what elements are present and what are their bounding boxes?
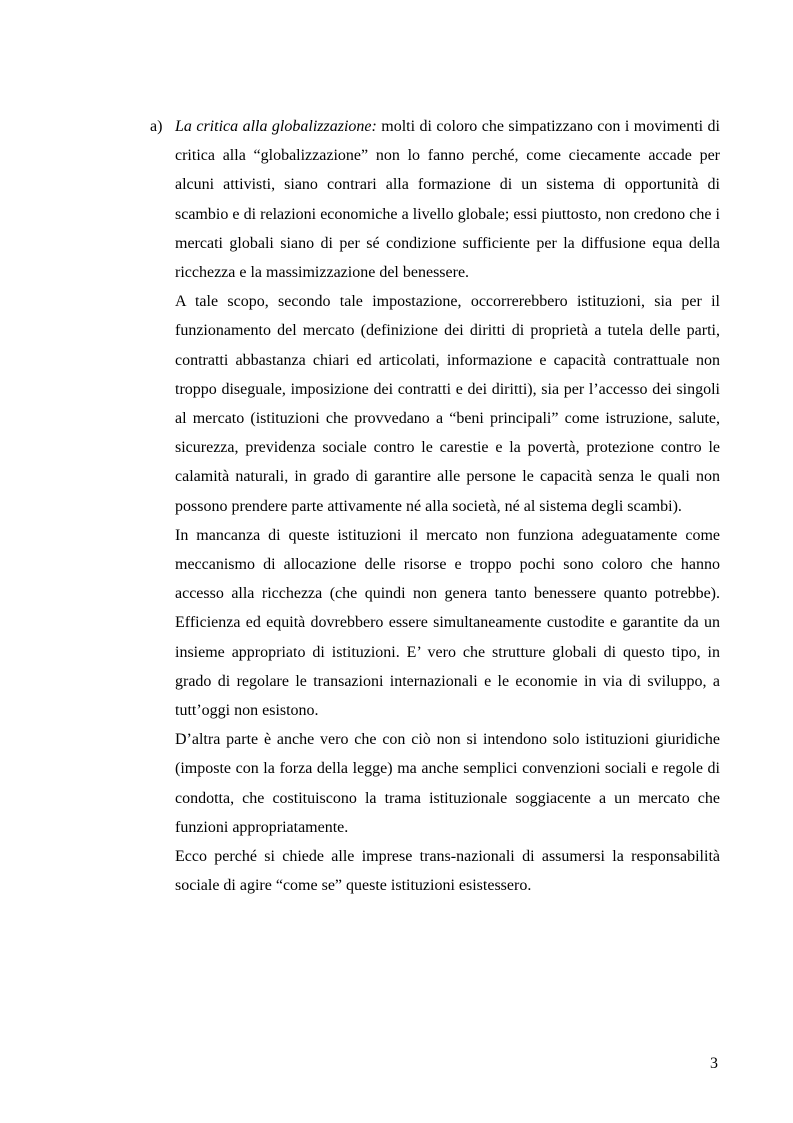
paragraph-4: D’altra parte è anche vero che con ciò non si intendono solo istituzioni giuridiche (imposte con la forza della legge) ma anche semplici convenzioni sociali e regole di condotta, che costituiscono la trama istituzionale soggiacente a un mercato che funzioni appropriatamente. — [175, 731, 720, 836]
page-number: 3 — [710, 1055, 718, 1072]
paragraph-1-text: molti di coloro che simpatizzano con i movimenti di critica alla “globalizzazione” non lo fanno perché, come ciecamente accade per alcuni attivisti, siano contrari alla formazione di un sistema di opportunità di scambio e di relazioni economiche a livello globale; essi piuttosto, non credono che i mercati globali siano di per sé condizione sufficiente per la diffusione equa della ricchezza e la massimizzazione del benessere. — [175, 118, 720, 282]
paragraph-2: A tale scopo, secondo tale impostazione, occorrerebbero istituzioni, sia per il funzionamento del mercato (definizione dei diritti di proprietà a tutela delle parti, contratti abbastanza chiari ed articolati, informazione e capacità contrattuale non troppo diseguale, imposizione dei contratti e dei diritti), sia per l’accesso dei singoli al mercato (istituzioni che provvedano a “beni principali” come istruzione, salute, sicurezza, previdenza sociale contro le carestie e la povertà, protezione contro le calamità naturali, in grado di garantire alle persone le capacità senza le quali non possono prendere parte attivamente né alla società, né al sistema degli scambi). — [175, 293, 720, 515]
paragraph-3: In mancanza di queste istituzioni il mercato non funziona adeguatamente come meccanismo di allocazione delle risorse e troppo pochi sono coloro che hanno accesso alla ricchezza (che quindi non genera tanto benessere quanto potrebbe). Efficienza ed equità dovrebbero essere simultaneamente custodite e garantite da un insieme appropriato di istituzioni. E’ vero che strutture globali di questo tipo, in grado di regolare le transazioni internazionali e le economie in via di sviluppo, a tutt’oggi non esistono. — [175, 526, 720, 720]
list-item-body — [175, 112, 720, 900]
item-title: La critica alla globalizzazione: — [175, 118, 377, 135]
paragraph-5: Ecco perché si chiede alle imprese trans-nazionali di assumersi la responsabilità sociale di agire “come se” queste istituzioni esistessero. — [175, 848, 720, 895]
list-marker: a) — [150, 118, 163, 135]
paragraph-1 — [175, 112, 720, 287]
